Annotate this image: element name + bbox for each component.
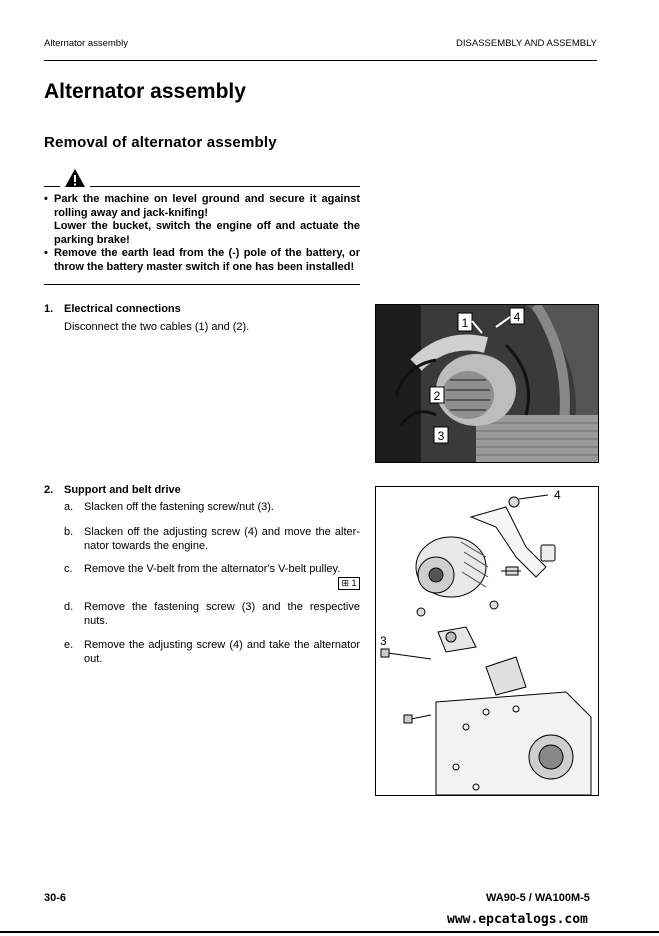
step-text: Slacken off the fastening screw/nut (3).	[84, 501, 274, 513]
warning-rule-left	[44, 186, 60, 187]
step-text: out.	[84, 652, 103, 665]
photo-label: 3	[437, 429, 445, 443]
warning-line: Remove the earth lead from the (-) pole of the battery, or	[54, 247, 360, 259]
step-text: nator towards the engine.	[84, 539, 209, 552]
photo-label: 2	[433, 389, 441, 403]
step-letter: c.	[64, 563, 73, 575]
warning-line: Park the machine on level ground and secure it against	[54, 193, 360, 205]
warning-rule-bottom	[44, 284, 360, 285]
section-1-number: 1.	[44, 303, 54, 315]
page-number: 30-6	[44, 892, 67, 904]
running-header-right: DISASSEMBLY AND ASSEMBLY	[456, 38, 597, 49]
step-a	[64, 501, 360, 515]
running-header-left: Alternator assembly	[44, 38, 128, 49]
step-text: nuts.	[84, 614, 108, 627]
section-subtitle: Removal of alternator assembly	[44, 134, 277, 151]
section-2-number: 2.	[44, 484, 54, 496]
bottom-rule	[0, 931, 659, 933]
warning-line: rolling away and jack-knifing!	[54, 206, 209, 219]
reference-mark: ⊞ 1	[338, 577, 360, 590]
drawing-label: 3	[380, 634, 387, 648]
warning-line: throw the battery master switch if one has been installed!	[54, 260, 355, 273]
alternator-photo	[375, 304, 599, 463]
step-text: Remove the fastening screw (3) and the respective	[84, 601, 360, 613]
model-designation: WA90-5 / WA100M-5	[486, 892, 590, 904]
step-letter: b.	[64, 526, 74, 538]
bullet: •	[44, 193, 48, 205]
step-d	[64, 601, 360, 628]
step-c	[64, 563, 360, 577]
step-e	[64, 639, 360, 666]
section-2-title: Support and belt drive	[64, 484, 181, 496]
warning-line: Lower the bucket, switch the engine off and actuate the	[54, 220, 360, 232]
step-letter: e.	[64, 639, 74, 651]
step-text: Slacken off the adjusting screw (4) and move the alter-	[84, 526, 360, 538]
section-1-text: Disconnect the two cables (1) and (2).	[64, 321, 250, 333]
step-text: Remove the V-belt from the alternator's V-belt pulley.	[84, 563, 341, 575]
drawing-label: 4	[554, 488, 561, 502]
warning-triangle-icon	[64, 168, 86, 188]
step-text: Remove the adjusting screw (4) and take the alternator	[84, 639, 360, 651]
warning-item-2	[44, 247, 360, 274]
exploded-view-drawing	[375, 486, 599, 796]
warning-text	[44, 193, 360, 274]
photo-label: 4	[513, 310, 521, 324]
warning-line: parking brake!	[54, 233, 130, 246]
page-title: Alternator assembly	[44, 80, 246, 103]
step-b	[64, 526, 360, 553]
warning-rule-right	[90, 186, 360, 187]
section-1-title: Electrical connections	[64, 303, 181, 315]
bullet: •	[44, 247, 48, 259]
header-divider	[44, 60, 597, 61]
step-letter: a.	[64, 501, 74, 513]
watermark: www.epcatalogs.com	[447, 912, 588, 927]
photo-label: 1	[461, 316, 469, 330]
step-letter: d.	[64, 601, 74, 613]
warning-item-1	[44, 193, 360, 247]
